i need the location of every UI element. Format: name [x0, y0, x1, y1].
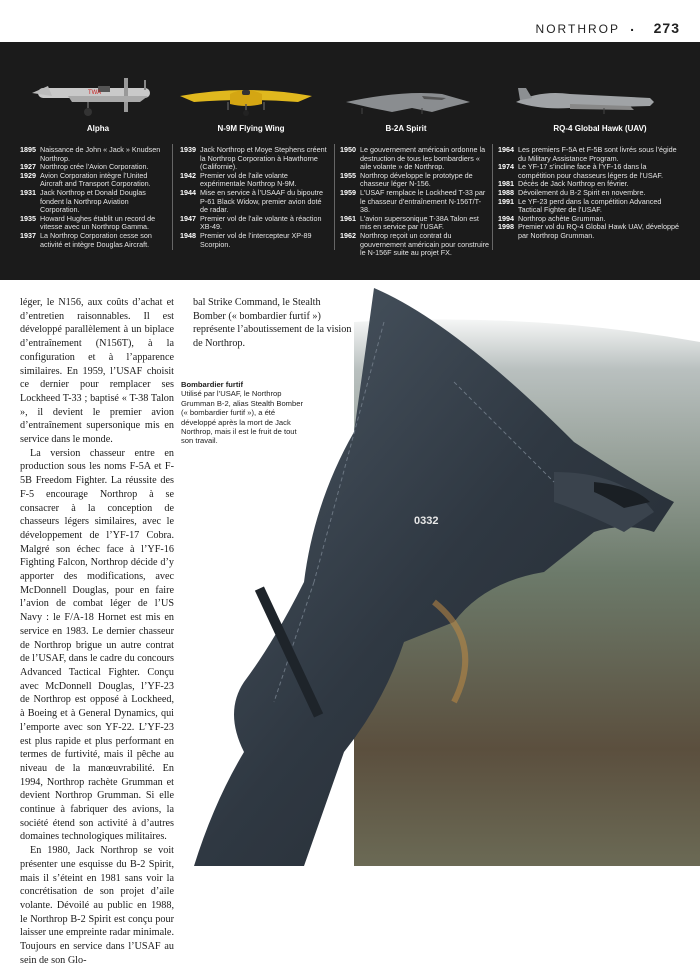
timeline-entry: 1931 Jack Northrop et Donald Douglas fondent la Northrop Aviation Corporation. [20, 187, 146, 215]
caption-text: Utilisé par l’USAF, le Northrop Grumman B-2, alias Stealth Bomber (« bombardier furtif »), a été développé après la mort de Jack Northrop, mais il est le fruit de tout son travail. [181, 389, 303, 446]
timeline-entry: 1961 L’avion supersonique T-38A Talon est mis en service par l’USAF. [340, 213, 479, 232]
timeline-entry: 1944 Mise en service à l’USAAF du bipoutre P-61 Black Widow, premier avion doté de radar. [180, 187, 324, 215]
timeline-entry: 1950 Le gouvernement américain ordonne la destruction de tous les bombardiers « aile volante » de Northrop. [340, 145, 486, 172]
timeline-entry: 1927 Northrop crée l’Avion Corporation. [20, 162, 149, 172]
b2-bomber-photo [154, 282, 700, 866]
timeline-column [498, 146, 680, 241]
header-separator: . [630, 18, 634, 34]
timeline-column [180, 146, 330, 249]
timeline-entry: 1974 Le YF-17 s’incline face à l’YF-16 dans la compétition pour chasseurs légers de l’USAF. [498, 162, 664, 180]
caption-title: Bombardier furtif [181, 380, 244, 389]
aircraft-caption: RQ-4 Global Hawk (UAV) [553, 124, 647, 133]
timeline-entry: 1959 L’USAF remplace le Lockheed T-33 par le chasseur d’entraînement N-156T/T-38. [340, 187, 486, 215]
timeline-entry: 1994 Northrop achète Grumman. [498, 213, 606, 223]
timeline-entry: 1988 Dévoilement du B-2 Spirit en novembre. [498, 187, 646, 197]
timeline-column [340, 146, 490, 258]
divider [334, 144, 335, 250]
timeline-entry: 1947 Premier vol de l’aile volante à réaction XB-49. [180, 213, 322, 232]
timeline-entry: 1948 Premier vol de l’intercepteur XP-89 Scorpion. [180, 230, 312, 249]
timeline-entry: 1991 Le YF-23 perd dans la compétition Advanced Tactical Fighter de l’USAF. [498, 196, 662, 215]
timeline-entry: 1935 Howard Hughes établit un record de vitesse avec un Northrop Gamma. [20, 213, 156, 232]
article-continuation: bal Strike Command, le Stealth Bomber (« bombardier furtif ») représente l’aboutissement de la vision de Northrop. [193, 297, 352, 350]
svg-text:TWA: TWA [88, 90, 102, 96]
article-column-1 [20, 296, 174, 967]
timeline-column [20, 146, 166, 249]
rq4-global-hawk-illustration [510, 84, 660, 118]
timeline-entry: 1955 Northrop développe le prototype de chasseur léger N-156. [340, 170, 473, 189]
timeline-entry: 1937 La Northrop Corporation cesse son activité et intègre Douglas Aircraft. [20, 230, 152, 249]
page-header [0, 0, 700, 42]
n9m-flying-wing-illustration [178, 82, 314, 118]
aircraft-caption: B-2A Spirit [385, 124, 427, 133]
timeline-entry: 1895 Naissance de John « Jack » Knudsen Northrop. [20, 145, 161, 163]
divider [492, 144, 493, 250]
page-number: 273 [653, 20, 680, 36]
article-paragraph: En 1980, Jack Northrop se voit présenter une esquisse du B-2 Spirit, mais il s’éteint en 1981 sans voir la concrétisation de son projet d’aile volante. Dévoilé au public en 1988, le Northrop B-2 Spirit est conçu pour laisser une empreinte radar minimale. Toujours en service dans l’USAF au sein de son Glo- [20, 845, 174, 966]
b2-tail-number: 0332 [414, 515, 439, 527]
photo-caption [181, 380, 303, 446]
timeline-entry: 1998 Premier vol du RQ-4 Global Hawk UAV, développé par Northrop Grumman. [498, 222, 679, 240]
b2-spirit-illustration [342, 86, 472, 118]
section-title: NORTHROP [535, 22, 620, 36]
timeline-entry: 1981 Décès de Jack Northrop en février. [498, 179, 629, 189]
divider [172, 144, 173, 250]
timeline-entry: 1964 Les premiers F-5A et F-5B sont livrés sous l’égide du Military Assistance Program. [498, 145, 677, 163]
alpha-plane-illustration [28, 72, 158, 122]
aircraft-caption: Alpha [86, 124, 110, 133]
aircraft-caption: N-9M Flying Wing [217, 124, 285, 133]
article-paragraph: La version chasseur entre en production sous les noms F-5A et F-5B Freedom Fighter. La réussite des F-5 encourage Northrop à se consacrer à la conception de chasseurs légers similaires, avec le développement de l’YF-17 Cobra. Malgré son échec face à l’YF-16 Fighting Falcon, Northrop décide d’y apporter des modifications, avec McDonnell Douglas, pour en faire l’avion de combat léger de l’US Navy : le F/A-18 Hornet est mis en service en 1983. Le dernier chasseur de Northrop brigue un autre contrat de l’USAF, dans le cadre du concours Advanced Tactical Fighter. Conçu avec McDonnell Douglas, l’YF-23 de Northrop est opposé à Lockheed, à Boeing et à General Dynamics, qui l’emporte avec son YF-22. L’YF-23 est plus rapide et plus performant en termes de furtivité, mais il pêche au niveau de la manœuvrabilité. En 1994, Northrop rachète Grumman et devient Northrop Grumman. Si elle continue à fabriquer des avions, la société étend son activité à d’autres domaines technologiques militaires. [20, 447, 174, 843]
article-paragraph: léger, le N156, aux coûts d’achat et d’entretien raisonnables. Il est développé parallèlement à un biplace d’entraînement (N156T), à la configuration et à l’apparence similaires. En 1959, l’USAF choisit ce dernier pour remplacer ses Lockheed T-33 ; baptisé « T-38 Talon », il devient le premier avion d’entraînement supersonique mis en service dans le monde. [20, 297, 174, 446]
timeline-entry: 1942 Premier vol de l’aile volante expérimentale Northrop N-9M. [180, 170, 297, 189]
timeline-entry: 1962 Northrop reçoit un contrat du gouvernement américain pour construire le N-156F suite au projet FX. [340, 230, 490, 258]
timeline-entry: 1939 Jack Northrop et Moye Stephens créent la Northrop Corporation à Hawthorne (Californie). [180, 145, 327, 172]
article-column-2 [193, 296, 353, 351]
timeline-entry: 1929 Avion Corporation intègre l’United Aircraft and Transport Corporation. [20, 170, 151, 189]
